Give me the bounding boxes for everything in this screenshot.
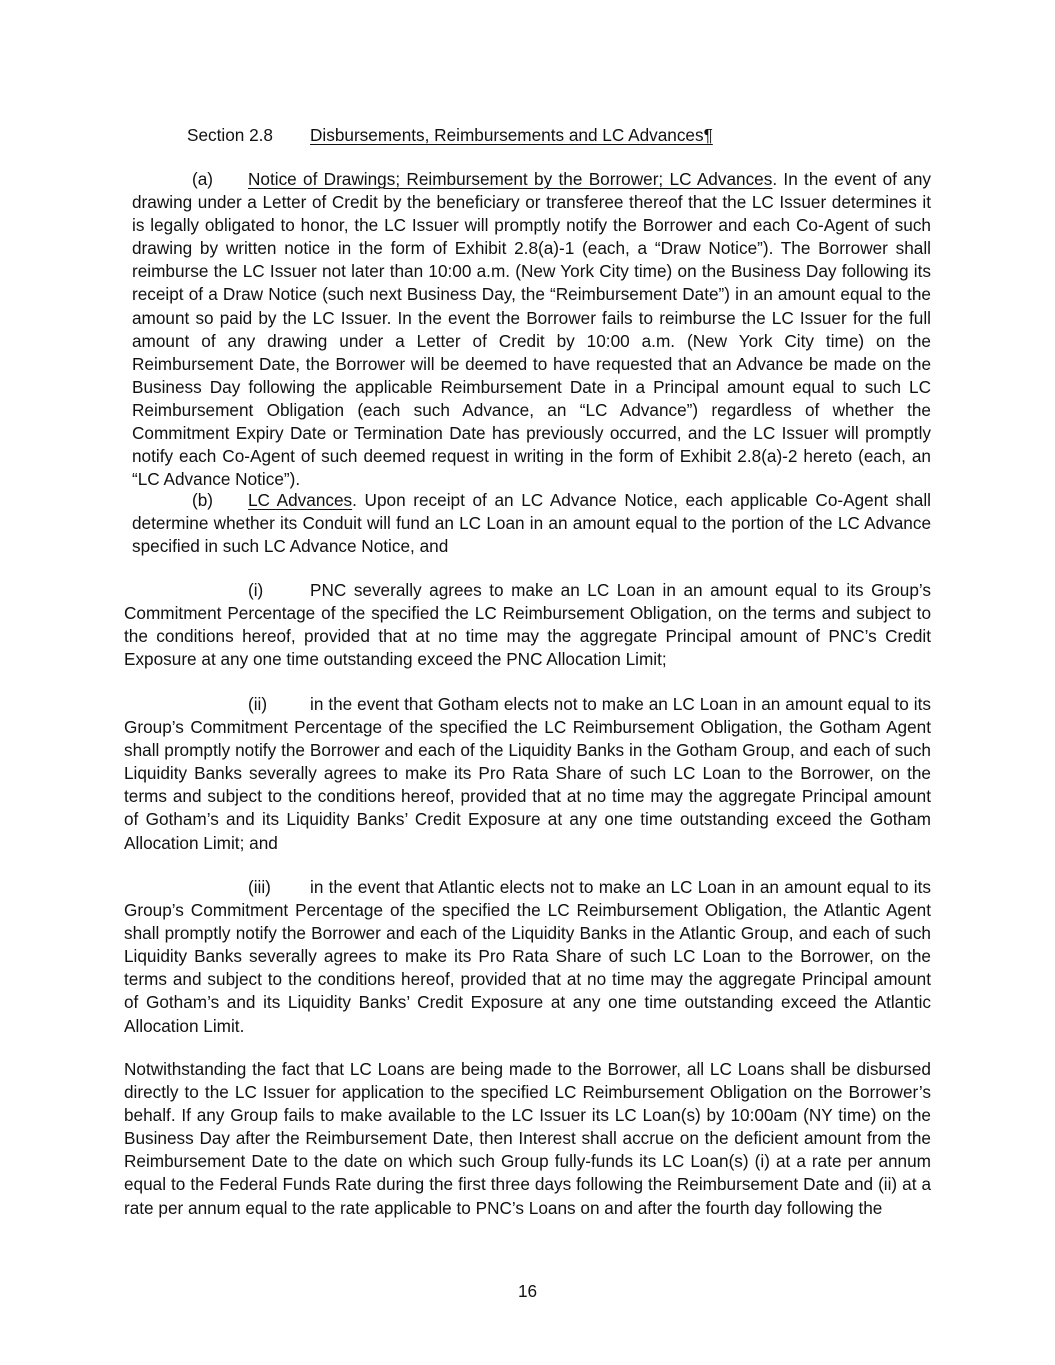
paragraph-a: [132, 168, 931, 491]
page-number: 16: [517, 1281, 538, 1301]
paragraph-final: Notwithstanding the fact that LC Loans are being made to the Borrower, all LC Loans shall be disbursed directly to the LC Issuer for application to the specified LC Reimbursement Obligation on the Borrower’s behalf. If any Group fails to make available to the LC Issuer its LC Loan(s) by 10:00am (NY time) on the Business Day after the Reimbursement Date, then Interest shall accrue on the deficient amount from the Reimbursement Date to the date on which such Group fully-funds its LC Loan(s) (i) at a rate per annum equal to the Federal Funds Rate during the first three days following the Reimbursement Date and (ii) at a rate per annum equal to the rate applicable to PNC’s Loans on and after the fourth day following the: [124, 1059, 931, 1218]
paragraph-a-text: . In the event of any drawing under a Letter of Credit by the beneficiary or transferee thereof that the LC Issuer determines it is legally obligated to honor, the LC Issuer will promptly notify the Borrower and each Co-Agent of such drawing by written notice in the form of Exhibit 2.8(a)-1 (each, a “Draw Notice”). The Borrower shall reimburse the LC Issuer not later than 10:00 a.m. (New York City time) on the Business Day following its receipt of a Draw Notice (such next Business Day, the “Reimbursement Date”) in an amount equal to the amount so paid by the LC Issuer. In the event the Borrower fails to reimburse the LC Issuer for the full amount of any drawing under a Letter of Credit by 10:00 a.m. (New York City time) on the Reimbursement Date, the Borrower will be deemed to have requested that an Advance be made on the Business Day following the applicable Reimbursement Date in a Principal amount equal to such LC Reimbursement Obligation (each such Advance, an “LC Advance”) regardless of whether the Commitment Expiry Date or Termination Date has previously occurred, and the LC Issuer will promptly notify each Co-Agent of such deemed request in writing in the form of Exhibit 2.8(a)-2 hereto (each, an “LC Advance Notice”).: [132, 169, 931, 490]
paragraph-a-label: (a): [192, 169, 214, 189]
paragraph-iii: [124, 876, 931, 1038]
paragraph-iii-text: in the event that Atlantic elects not to make an LC Loan in an amount equal to its Group’s Commitment Percentage of the specified the LC Reimbursement Obligation, the Atlantic Agent shall promptly notify the Borrower and each of the Liquidity Banks in the Atlantic Group, and each of such Liquidity Banks severally agrees to make its Pro Rata Share of such LC Loan to the Borrower, on the terms and subject to the conditions hereof, provided that at no time may the aggregate Principal amount of Gotham’s and its Liquidity Banks’ Credit Exposure at any one time outstanding exceed the Atlantic Allocation Limit.: [124, 877, 931, 1036]
paragraph-ii-label: (ii): [248, 694, 268, 714]
paragraph-a-heading: Notice of Drawings; Reimbursement by the Borrower; LC Advances: [248, 169, 773, 189]
paragraph-b-text: . Upon receipt of an LC Advance Notice, each applicable Co-Agent shall determine whether its Conduit will fund an LC Loan in an amount equal to the portion of the LC Advance specified in such LC Advance Notice, and: [132, 490, 932, 557]
paragraph-i-label: (i): [248, 580, 264, 600]
section-number: Section 2.8: [187, 125, 273, 145]
section-title: Disbursements, Reimbursements and LC Advances¶: [310, 125, 713, 145]
section-heading: [187, 124, 713, 147]
paragraph-b-heading: LC Advances: [248, 490, 353, 510]
paragraph-iii-label: (iii): [248, 877, 271, 897]
paragraph-i: [124, 579, 931, 671]
paragraph-ii-text: in the event that Gotham elects not to make an LC Loan in an amount equal to its Group’s Commitment Percentage of the specified the LC Reimbursement Obligation, the Gotham Agent shall promptly notify the Borrower and each of the Liquidity Banks in the Gotham Group, and each of such Liquidity Banks severally agrees to make its Pro Rata Share of such LC Loan to the Borrower, on the terms and subject to the conditions hereof, provided that at no time may the aggregate Principal amount of Gotham’s and its Liquidity Banks’ Credit Exposure at any one time outstanding exceed the Gotham Allocation Limit; and: [124, 694, 931, 853]
paragraph-ii: [124, 693, 931, 855]
paragraph-b-label: (b): [192, 490, 214, 510]
paragraph-b: [132, 489, 931, 558]
paragraph-i-text: PNC severally agrees to make an LC Loan in an amount equal to its Group’s Commitment Percentage of the specified the LC Reimbursement Obligation, on the terms and subject to the conditions hereof, provided that at no time may the aggregate Principal amount of PNC’s Credit Exposure at any one time outstanding exceed the PNC Allocation Limit;: [124, 580, 931, 670]
